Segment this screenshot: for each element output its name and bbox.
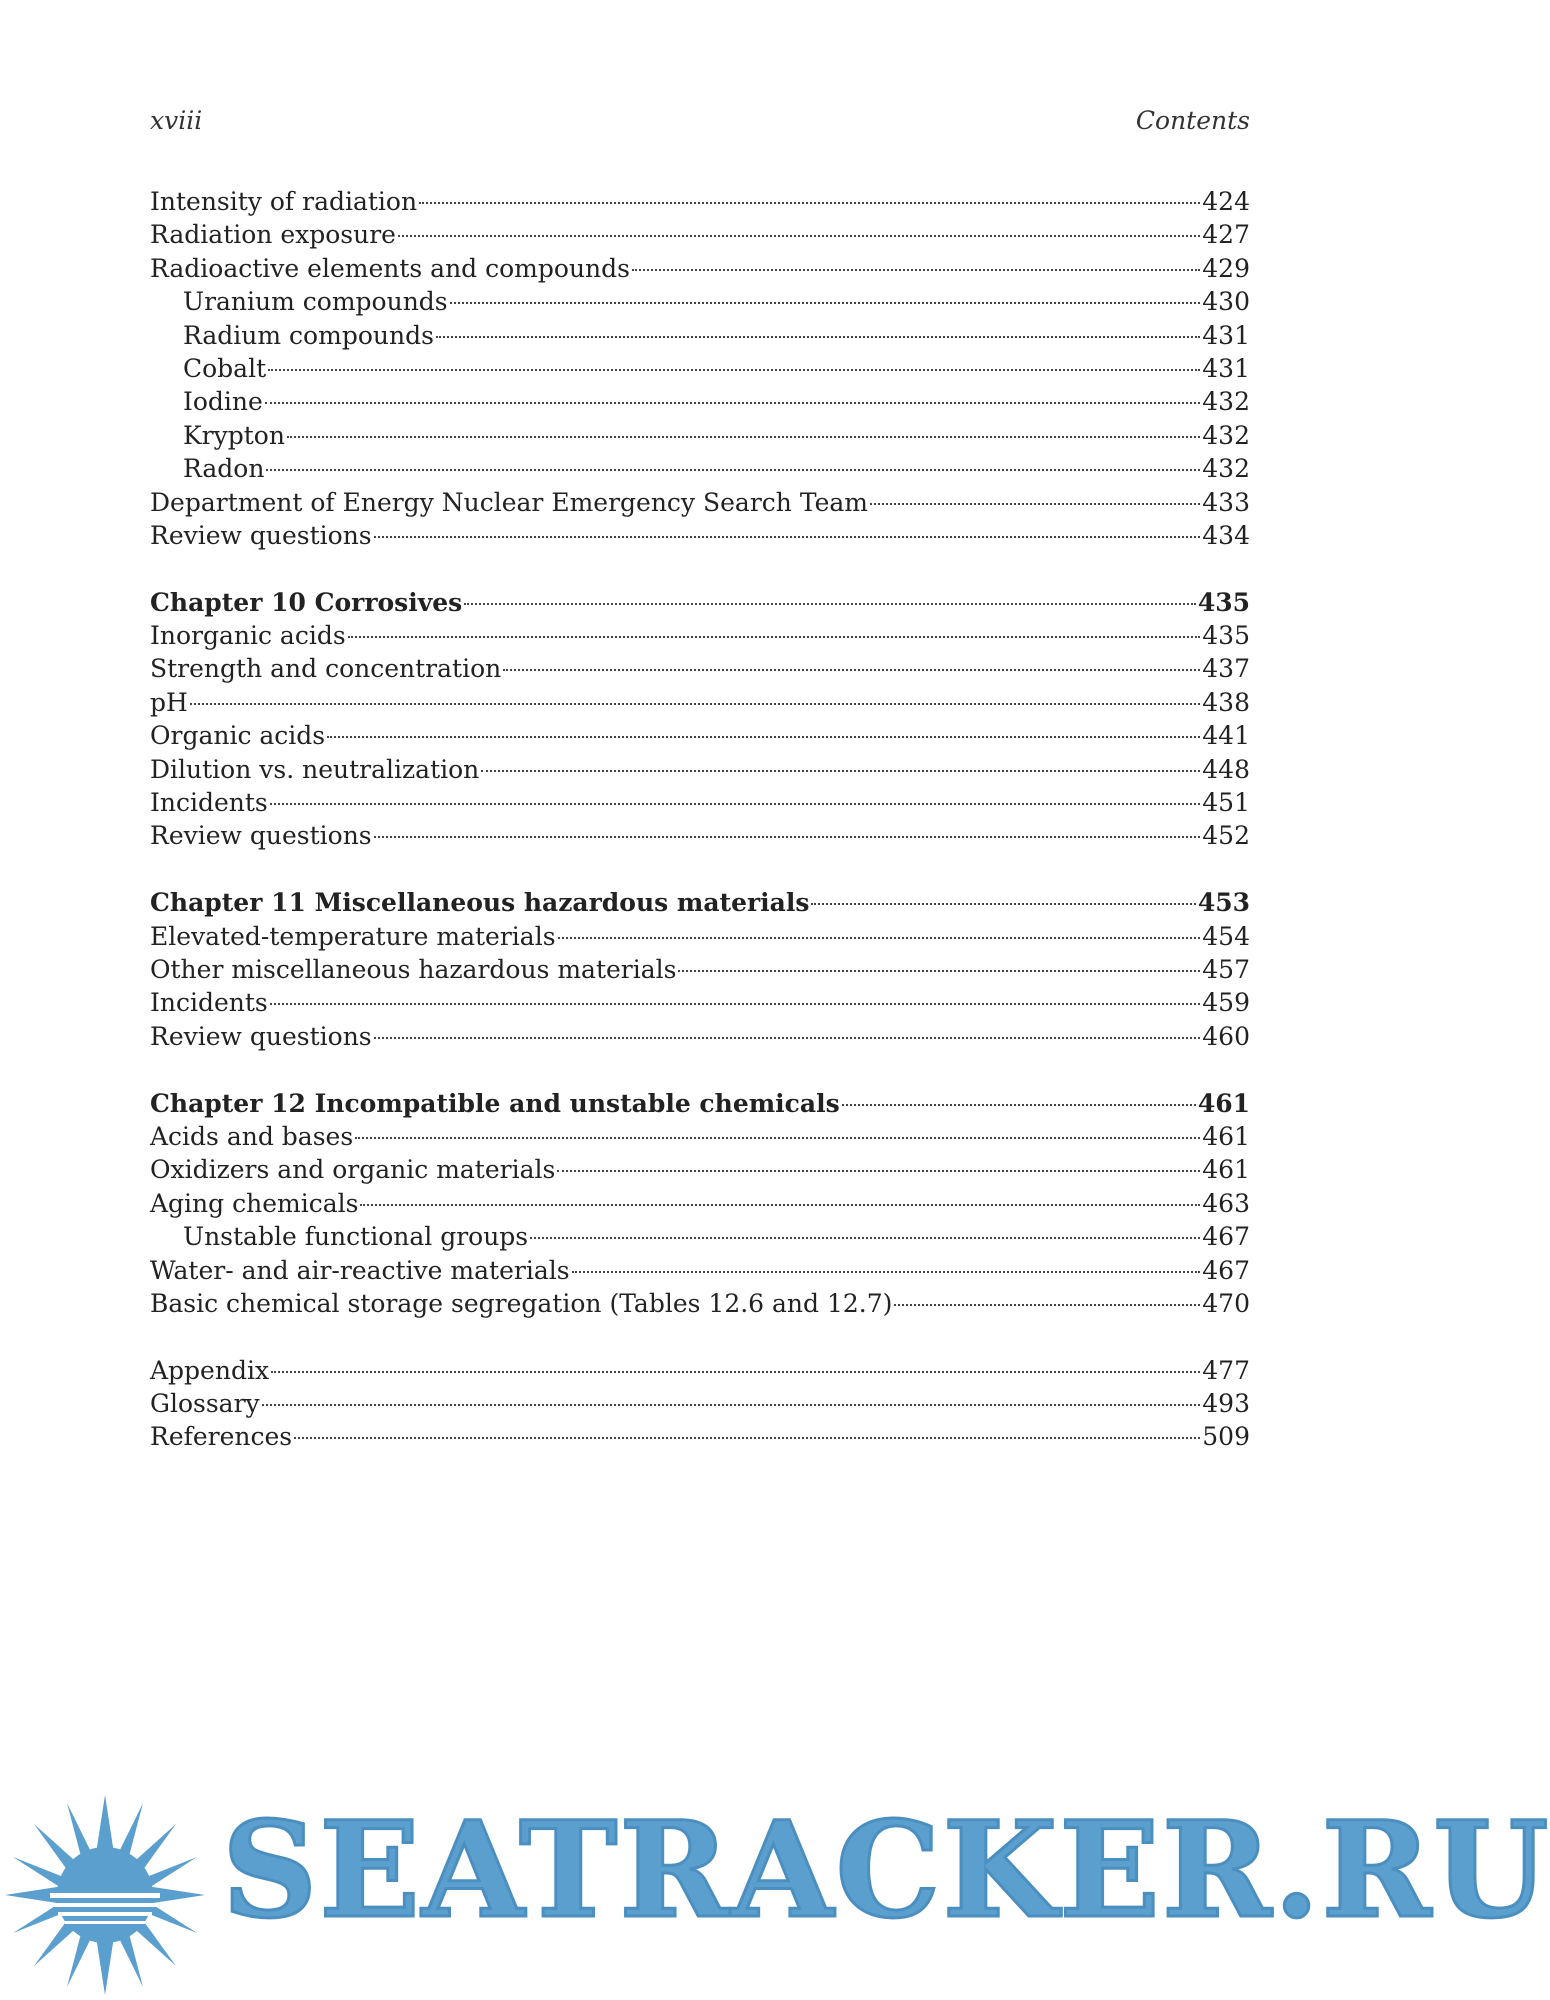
toc-chapter-page: 461 bbox=[1197, 1088, 1250, 1118]
running-title: Contents bbox=[1135, 105, 1250, 135]
toc-chapter-label: Chapter 11 Miscellaneous hazardous materials bbox=[150, 888, 810, 918]
dot-leader bbox=[398, 235, 1200, 237]
toc-entry[interactable] bbox=[150, 486, 1250, 519]
toc-entry-page: 427 bbox=[1202, 220, 1250, 250]
toc-entry-label: Radiation exposure bbox=[150, 220, 396, 250]
toc-chapter-12[interactable] bbox=[150, 1087, 1250, 1120]
toc-entry-label: Intensity of radiation bbox=[150, 187, 418, 216]
dot-leader bbox=[530, 1237, 1200, 1239]
dot-leader bbox=[262, 1404, 1201, 1406]
toc-entry-page: 434 bbox=[1202, 520, 1250, 550]
toc-entry-page: 460 bbox=[1202, 1021, 1250, 1051]
toc-entry[interactable] bbox=[150, 1287, 1250, 1320]
dot-leader bbox=[436, 336, 1200, 338]
toc-entry-page: 467 bbox=[1202, 1222, 1250, 1252]
toc-entry-page: 438 bbox=[1202, 687, 1250, 717]
toc-entry-label: Incidents bbox=[150, 988, 268, 1018]
dot-leader bbox=[557, 1170, 1200, 1172]
dot-leader bbox=[266, 469, 1200, 471]
dot-leader bbox=[374, 1037, 1201, 1039]
dot-leader bbox=[419, 202, 1200, 204]
toc-entry[interactable] bbox=[150, 652, 1250, 685]
toc-entry-page: 461 bbox=[1202, 1155, 1250, 1185]
toc-entry-page: 432 bbox=[1202, 454, 1250, 484]
toc-entry[interactable] bbox=[150, 519, 1250, 552]
dot-leader bbox=[265, 402, 1200, 404]
dot-leader bbox=[270, 1003, 1201, 1005]
dot-leader bbox=[481, 770, 1200, 772]
toc-chapter-11[interactable] bbox=[150, 886, 1250, 919]
page-number-roman: xviii bbox=[150, 105, 203, 135]
toc-entry-page: 459 bbox=[1202, 988, 1250, 1018]
toc-glossary[interactable] bbox=[150, 1387, 1250, 1420]
toc-entry[interactable] bbox=[150, 786, 1250, 819]
toc-entry-page: 477 bbox=[1202, 1355, 1250, 1385]
toc-chapter-label: Chapter 12 Incompatible and unstable chemicals bbox=[150, 1088, 840, 1118]
toc-entry-label: Organic acids bbox=[150, 721, 326, 751]
toc-entry-label: Incidents bbox=[150, 788, 268, 818]
dot-leader bbox=[270, 803, 1201, 805]
dot-leader bbox=[348, 636, 1201, 638]
dot-leader bbox=[374, 836, 1201, 838]
toc-entry-label: Other miscellaneous hazardous materials bbox=[150, 954, 677, 984]
dot-leader bbox=[271, 1371, 1200, 1373]
dot-leader bbox=[190, 703, 1200, 705]
toc-entry-label: Department of Energy Nuclear Emergency Search Team bbox=[150, 487, 868, 517]
toc-entry-page: 431 bbox=[1202, 353, 1250, 383]
toc-entry-label: Review questions bbox=[150, 1021, 372, 1051]
toc-entry[interactable] bbox=[150, 986, 1250, 1019]
toc-entry-page: 451 bbox=[1202, 788, 1250, 818]
toc-entry-label: Water- and air-reactive materials bbox=[150, 1255, 570, 1285]
toc-entry-page: 435 bbox=[1202, 621, 1250, 651]
toc-entry-page: 454 bbox=[1202, 921, 1250, 951]
toc-references[interactable] bbox=[150, 1420, 1250, 1453]
toc-subentry[interactable] bbox=[150, 285, 1250, 318]
dot-leader bbox=[503, 669, 1200, 671]
dot-leader bbox=[811, 903, 1195, 905]
toc-entry[interactable] bbox=[150, 953, 1250, 986]
toc-entry-label: Review questions bbox=[150, 520, 372, 550]
toc-entry-label: Basic chemical storage segregation (Tables 12.6 and 12.7) bbox=[150, 1288, 893, 1318]
toc-entry[interactable] bbox=[150, 719, 1250, 752]
toc-entry[interactable] bbox=[150, 185, 1250, 218]
toc-entry-label: Appendix bbox=[150, 1355, 270, 1385]
toc-entry[interactable] bbox=[150, 1120, 1250, 1153]
toc-entry-page: 457 bbox=[1202, 954, 1250, 984]
toc-entry-page: 432 bbox=[1202, 387, 1250, 417]
toc-entry-label: Radon bbox=[183, 454, 265, 484]
dot-leader bbox=[450, 302, 1201, 304]
toc-entry-label: Aging chemicals bbox=[150, 1188, 359, 1218]
dot-leader bbox=[287, 436, 1200, 438]
toc-subentry[interactable] bbox=[150, 452, 1250, 485]
toc-entry[interactable] bbox=[150, 218, 1250, 251]
toc-entry-page: 493 bbox=[1202, 1389, 1250, 1419]
toc-entry-label: References bbox=[150, 1422, 293, 1452]
toc-subentry[interactable] bbox=[150, 1220, 1250, 1253]
toc-subentry[interactable] bbox=[150, 319, 1250, 352]
toc-entry-page: 431 bbox=[1202, 320, 1250, 350]
toc-chapter-label: Chapter 10 Corrosives bbox=[150, 587, 463, 617]
toc-entry-page: 424 bbox=[1202, 187, 1250, 216]
running-header bbox=[150, 100, 1250, 140]
toc-entry[interactable] bbox=[150, 819, 1250, 852]
toc-entry-label: Unstable functional groups bbox=[183, 1222, 529, 1252]
toc-entry-label: Glossary bbox=[150, 1389, 260, 1419]
toc-entry-page: 509 bbox=[1202, 1422, 1250, 1452]
toc-entry[interactable] bbox=[150, 753, 1250, 786]
toc-entry-label: Elevated-temperature materials bbox=[150, 921, 556, 951]
toc-entry-page: 430 bbox=[1202, 287, 1250, 317]
dot-leader bbox=[294, 1437, 1200, 1439]
toc-entry-page: 452 bbox=[1202, 821, 1250, 851]
dot-leader bbox=[678, 970, 1200, 972]
dot-leader bbox=[360, 1204, 1200, 1206]
watermark bbox=[0, 1790, 1550, 2000]
toc-entry[interactable] bbox=[150, 1020, 1250, 1053]
toc-entry[interactable] bbox=[150, 686, 1250, 719]
dot-leader bbox=[842, 1104, 1196, 1106]
toc-entry-label: Krypton bbox=[183, 420, 285, 450]
toc-entry-label: Radium compounds bbox=[183, 320, 434, 350]
dot-leader bbox=[558, 937, 1201, 939]
toc-subentry[interactable] bbox=[150, 352, 1250, 385]
toc-entry-label: Strength and concentration bbox=[150, 654, 502, 684]
toc-subentry[interactable] bbox=[150, 419, 1250, 452]
toc-entry-page: 437 bbox=[1202, 654, 1250, 684]
dot-leader bbox=[894, 1304, 1200, 1306]
toc-entry[interactable] bbox=[150, 252, 1250, 285]
toc-entry-label: Uranium compounds bbox=[183, 287, 448, 317]
toc-entry-label: Iodine bbox=[183, 387, 263, 417]
toc-entry-label: pH bbox=[150, 687, 188, 717]
toc-entry-page: 463 bbox=[1202, 1188, 1250, 1218]
dot-leader bbox=[374, 536, 1201, 538]
toc-entry[interactable] bbox=[150, 1153, 1250, 1186]
toc-appendix[interactable] bbox=[150, 1354, 1250, 1387]
toc-chapter-page: 435 bbox=[1197, 587, 1250, 617]
toc-entry-page: 467 bbox=[1202, 1255, 1250, 1285]
toc-entry[interactable] bbox=[150, 619, 1250, 652]
dot-leader bbox=[355, 1137, 1200, 1139]
toc-entry-page: 433 bbox=[1202, 487, 1250, 517]
toc-entry-label: Radioactive elements and compounds bbox=[150, 253, 630, 283]
dot-leader bbox=[870, 503, 1200, 505]
toc-entry[interactable] bbox=[150, 1187, 1250, 1220]
toc-entry[interactable] bbox=[150, 920, 1250, 953]
toc-entry-page: 432 bbox=[1202, 420, 1250, 450]
toc-entry-page: 429 bbox=[1202, 253, 1250, 283]
toc-chapter-10[interactable] bbox=[150, 586, 1250, 619]
toc-entry-label: Review questions bbox=[150, 821, 372, 851]
toc-entry-page: 448 bbox=[1202, 754, 1250, 784]
toc-subentry[interactable] bbox=[150, 385, 1250, 418]
sun-icon bbox=[0, 1790, 215, 2000]
dot-leader bbox=[327, 736, 1200, 738]
toc-chapter-page: 453 bbox=[1197, 888, 1250, 918]
toc-entry-page: 470 bbox=[1202, 1288, 1250, 1318]
toc-entry-page: 461 bbox=[1202, 1121, 1250, 1151]
toc-entry-label: Inorganic acids bbox=[150, 621, 346, 651]
watermark-text: SEATRACKER.RU bbox=[222, 1793, 1550, 1948]
dot-leader bbox=[268, 369, 1200, 371]
toc-entry-label: Oxidizers and organic materials bbox=[150, 1155, 556, 1185]
dot-leader bbox=[572, 1271, 1201, 1273]
dot-leader bbox=[632, 269, 1200, 271]
dot-leader bbox=[464, 603, 1196, 605]
toc-entry-label: Cobalt bbox=[183, 353, 267, 383]
toc-entry-label: Dilution vs. neutralization bbox=[150, 754, 480, 784]
toc-entry[interactable] bbox=[150, 1254, 1250, 1287]
table-of-contents bbox=[150, 185, 1250, 1454]
toc-entry-page: 441 bbox=[1202, 721, 1250, 751]
toc-entry-label: Acids and bases bbox=[150, 1121, 354, 1151]
